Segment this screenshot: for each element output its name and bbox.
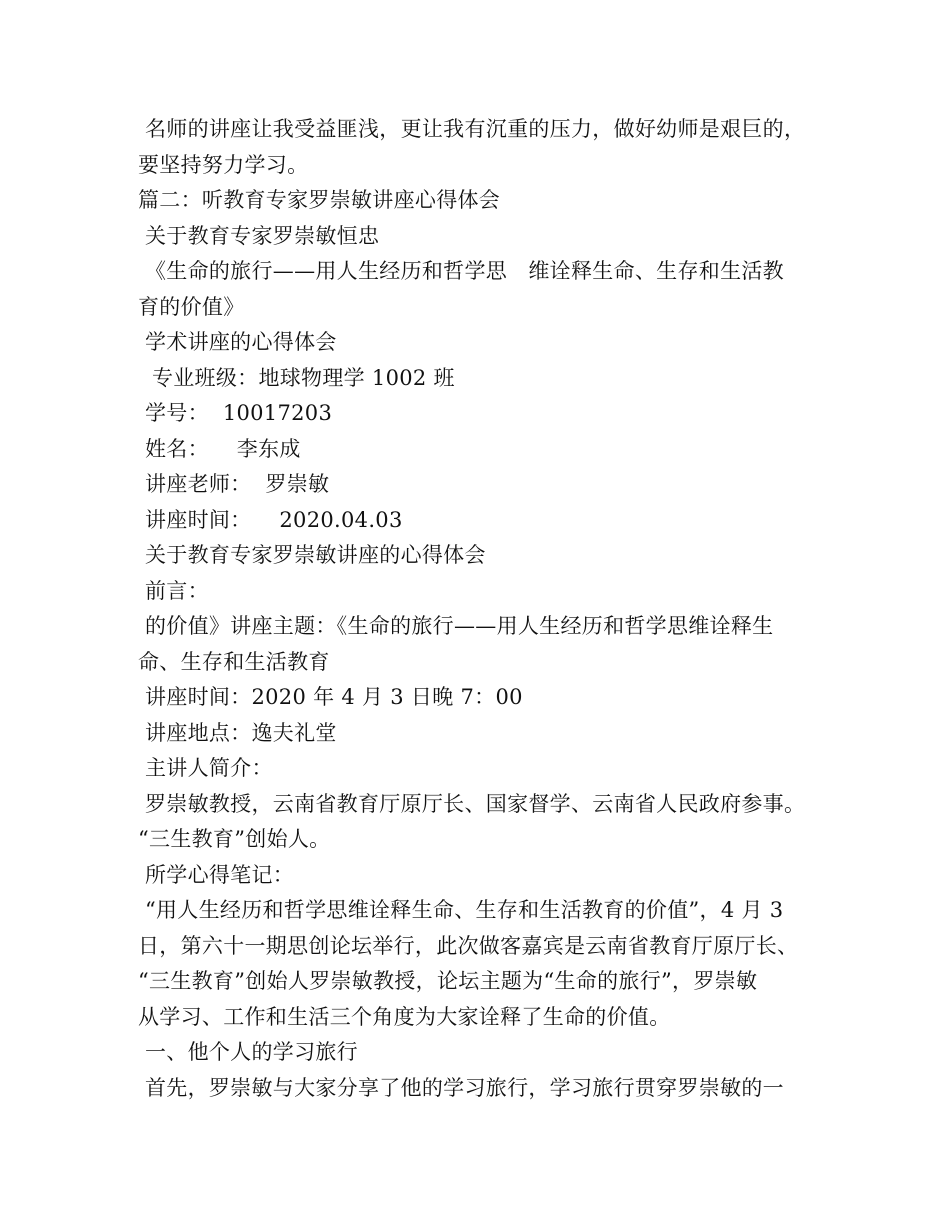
text-line: 关于教育专家罗崇敏恒忠 <box>138 223 380 248</box>
lecture-location-line: 讲座地点：逸夫礼堂 <box>138 720 337 745</box>
text-line: 首先，罗崇敏与大家分享了他的学习旅行，学习旅行贯穿罗崇敏的一 <box>138 1075 784 1100</box>
section-heading: 篇二：听教育专家罗崇敏讲座心得体会 <box>138 188 501 212</box>
lecture-title-line: 育的价值》 <box>138 294 245 319</box>
notes-line: 日，第六十一期思创论坛举行，此次做客嘉宾是云南省教育厅原厅长、 <box>138 933 799 958</box>
document-body <box>138 112 838 1106</box>
speaker-intro-heading: 主讲人简介： <box>138 756 273 780</box>
lecture-topic-line: 的价值》讲座主题：《生命的旅行——用人生经历和哲学思维诠释生 <box>138 614 774 638</box>
text-line: 要坚持努力学习。 <box>138 152 309 177</box>
text-line: 学术讲座的心得体会 <box>138 330 337 354</box>
text-line: 关于教育专家罗崇敏讲座的心得体会 <box>138 543 486 567</box>
notes-line: 从学习、工作和生活三个角度为大家诠释了生命的价值。 <box>138 1004 671 1029</box>
speaker-intro-line: 罗崇敏教授，云南省教育厅原厅长、国家督学、云南省人民政府参事。 <box>138 791 806 816</box>
lecturer-line: 讲座老师： 罗崇敏 <box>138 472 330 496</box>
lecture-topic-line: 命、生存和生活教育 <box>138 649 330 674</box>
notes-heading: 所学心得笔记： <box>138 862 295 887</box>
student-name-line: 姓名： 李东成 <box>138 436 301 461</box>
text-line: 名师的讲座让我受益匪浅，更让我有沉重的压力，做好幼师是艰巨的， <box>138 117 806 141</box>
preface-heading: 前言： <box>138 578 209 603</box>
major-class-line: 专业班级：地球物理学 1002 班 <box>138 365 455 390</box>
subsection-heading: 一、他个人的学习旅行 <box>138 1040 358 1064</box>
notes-line: “用人生经历和哲学思维诠释生命、生存和生活教育的价值”，4 月 3 <box>138 898 784 922</box>
notes-line: “三生教育”创始人罗崇敏教授，论坛主题为“生命的旅行”，罗崇敏 <box>138 969 758 993</box>
speaker-intro-line: “三生教育”创始人。 <box>138 827 331 851</box>
lecture-date-line: 讲座时间： 2020.04.03 <box>138 507 403 532</box>
student-id-line: 学号： 10017203 <box>138 401 333 425</box>
lecture-title-line: 《生命的旅行——用人生经历和哲学思 维诠释生命、生存和生活教 <box>138 259 784 283</box>
lecture-time-line: 讲座时间：2020 年 4 月 3 日晚 7：00 <box>138 685 523 709</box>
